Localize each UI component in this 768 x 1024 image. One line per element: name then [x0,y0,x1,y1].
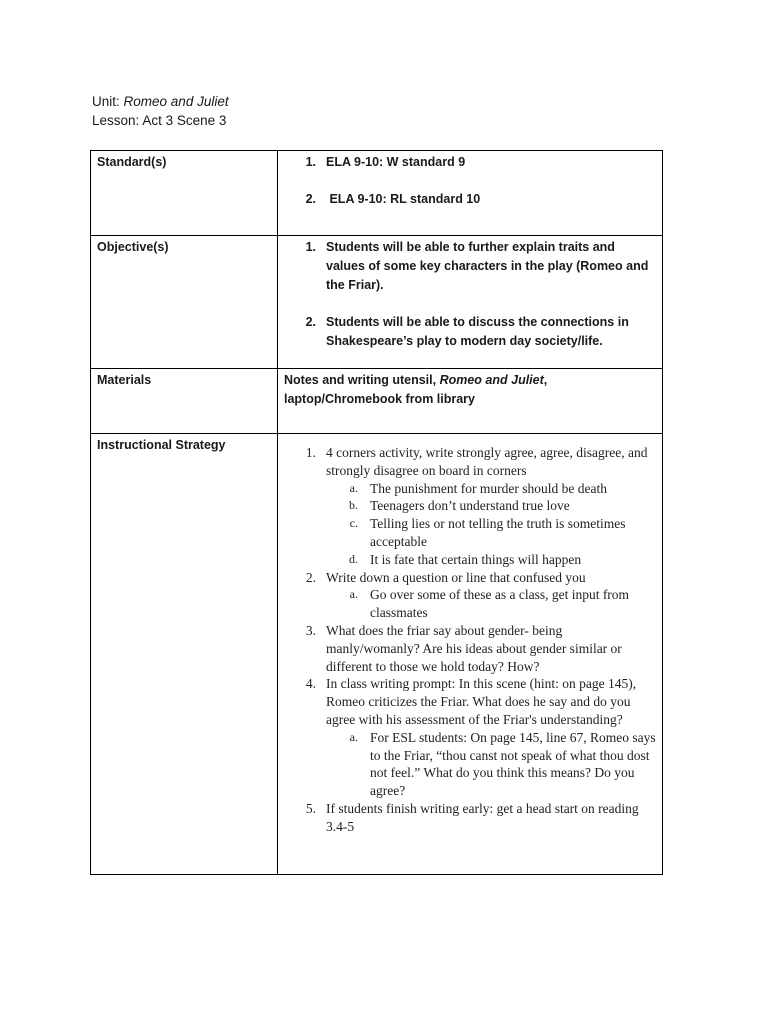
sub-item [326,551,656,569]
sub-item [326,480,656,498]
sub-text: Teenagers don’t understand true love [370,498,570,514]
sub-list [326,729,656,800]
sub-number: a. [349,729,358,744]
strategy-list [284,444,656,836]
sub-number: d. [349,551,358,566]
item-number: 3. [305,622,316,638]
standards-list [284,151,656,209]
lesson-line [92,111,229,130]
standards-row [91,151,663,236]
item-body [326,569,656,622]
item-number: 4. [305,676,316,692]
objectives-label: Objective(s) [91,236,278,369]
lesson-header [92,92,229,130]
sub-item [326,586,656,622]
lesson-label: Lesson: [92,113,140,128]
item-number: 2. [305,569,316,585]
sub-text: Go over some of these as a class, get input from classmates [370,587,630,621]
materials-text-end: , laptop/Chromebook from library [284,373,548,406]
list-item [284,800,656,836]
item-number: 2. [305,192,316,206]
item-number: 2. [305,315,316,329]
objectives-row [91,236,663,369]
sub-number: b. [349,498,358,513]
item-text: In class writing prompt: In this scene (hint: on page 145), Romeo criticizes the Friar. What does he say and do you agree with his assessment of the Friar's understanding? [326,676,637,727]
sub-list [326,480,656,569]
sub-number: a. [349,480,358,495]
strategy-label: Instructional Strategy [91,434,278,875]
item-text: Students will be able to further explain traits and values of some key characters in the play (Romeo and the Friar). [326,240,649,292]
sub-number: c. [349,516,358,531]
strategy-row [91,434,663,875]
sub-text: Telling lies or not telling the truth is sometimes acceptable [370,516,626,549]
list-item [284,675,656,800]
standards-label: Standard(s) [91,151,278,236]
lesson-plan-table [90,150,663,875]
item-text: What does the friar say about gender- being manly/womanly? Are his ideas about gender similar or different to those we hold today? How? [326,622,622,674]
standards-content [278,151,663,236]
list-item [284,444,656,569]
item-body [326,675,656,800]
list-gap [284,295,656,313]
item-body [326,444,656,569]
item-text: ELA 9-10: RL standard 10 [326,192,481,206]
lesson-value: Act 3 Scene 3 [142,113,227,128]
sub-list [326,586,656,622]
item-number: 5. [305,800,316,816]
materials-row [91,369,663,434]
list-item [284,569,656,622]
strategy-content [278,434,663,875]
materials-text: Notes and writing utensil, [284,373,440,387]
materials-label: Materials [91,369,278,434]
sub-item [326,497,656,515]
item-text: Students will be able to discuss the connections in Shakespeare’s play to modern day society/life. [326,315,629,348]
sub-number: a. [349,587,358,602]
item-text: 4 corners activity, write strongly agree, agree, disagree, and strongly disagree on board in corners [326,445,648,478]
list-gap [284,172,656,190]
sub-item [326,729,656,800]
item-text: If students finish writing early: get a head start on reading 3.4-5 [326,800,639,834]
list-item [284,153,656,172]
list-item [284,190,656,209]
sub-text: For ESL students: On page 145, line 67, Romeo says to the Friar, “thou canst not speak of what thou dost not feel.” What do you think this means? Do you agree? [370,729,656,799]
list-item [284,313,656,351]
objectives-content [278,236,663,369]
unit-label: Unit: [92,94,120,109]
unit-line [92,92,229,111]
item-text: Write down a question or line that confused you [326,569,586,585]
unit-title: Romeo and Juliet [123,94,229,109]
item-number: 1. [305,155,316,169]
item-number: 1. [305,240,316,254]
materials-book-title: Romeo and Juliet [439,373,544,387]
materials-content [278,369,663,434]
item-number: 1. [305,445,316,460]
item-text: ELA 9-10: W standard 9 [326,155,466,169]
sub-text: The punishment for murder should be death [370,480,607,496]
sub-item [326,515,656,551]
sub-text: It is fate that certain things will happen [370,551,582,567]
objectives-list [284,236,656,351]
list-item [284,622,656,675]
list-item [284,238,656,295]
